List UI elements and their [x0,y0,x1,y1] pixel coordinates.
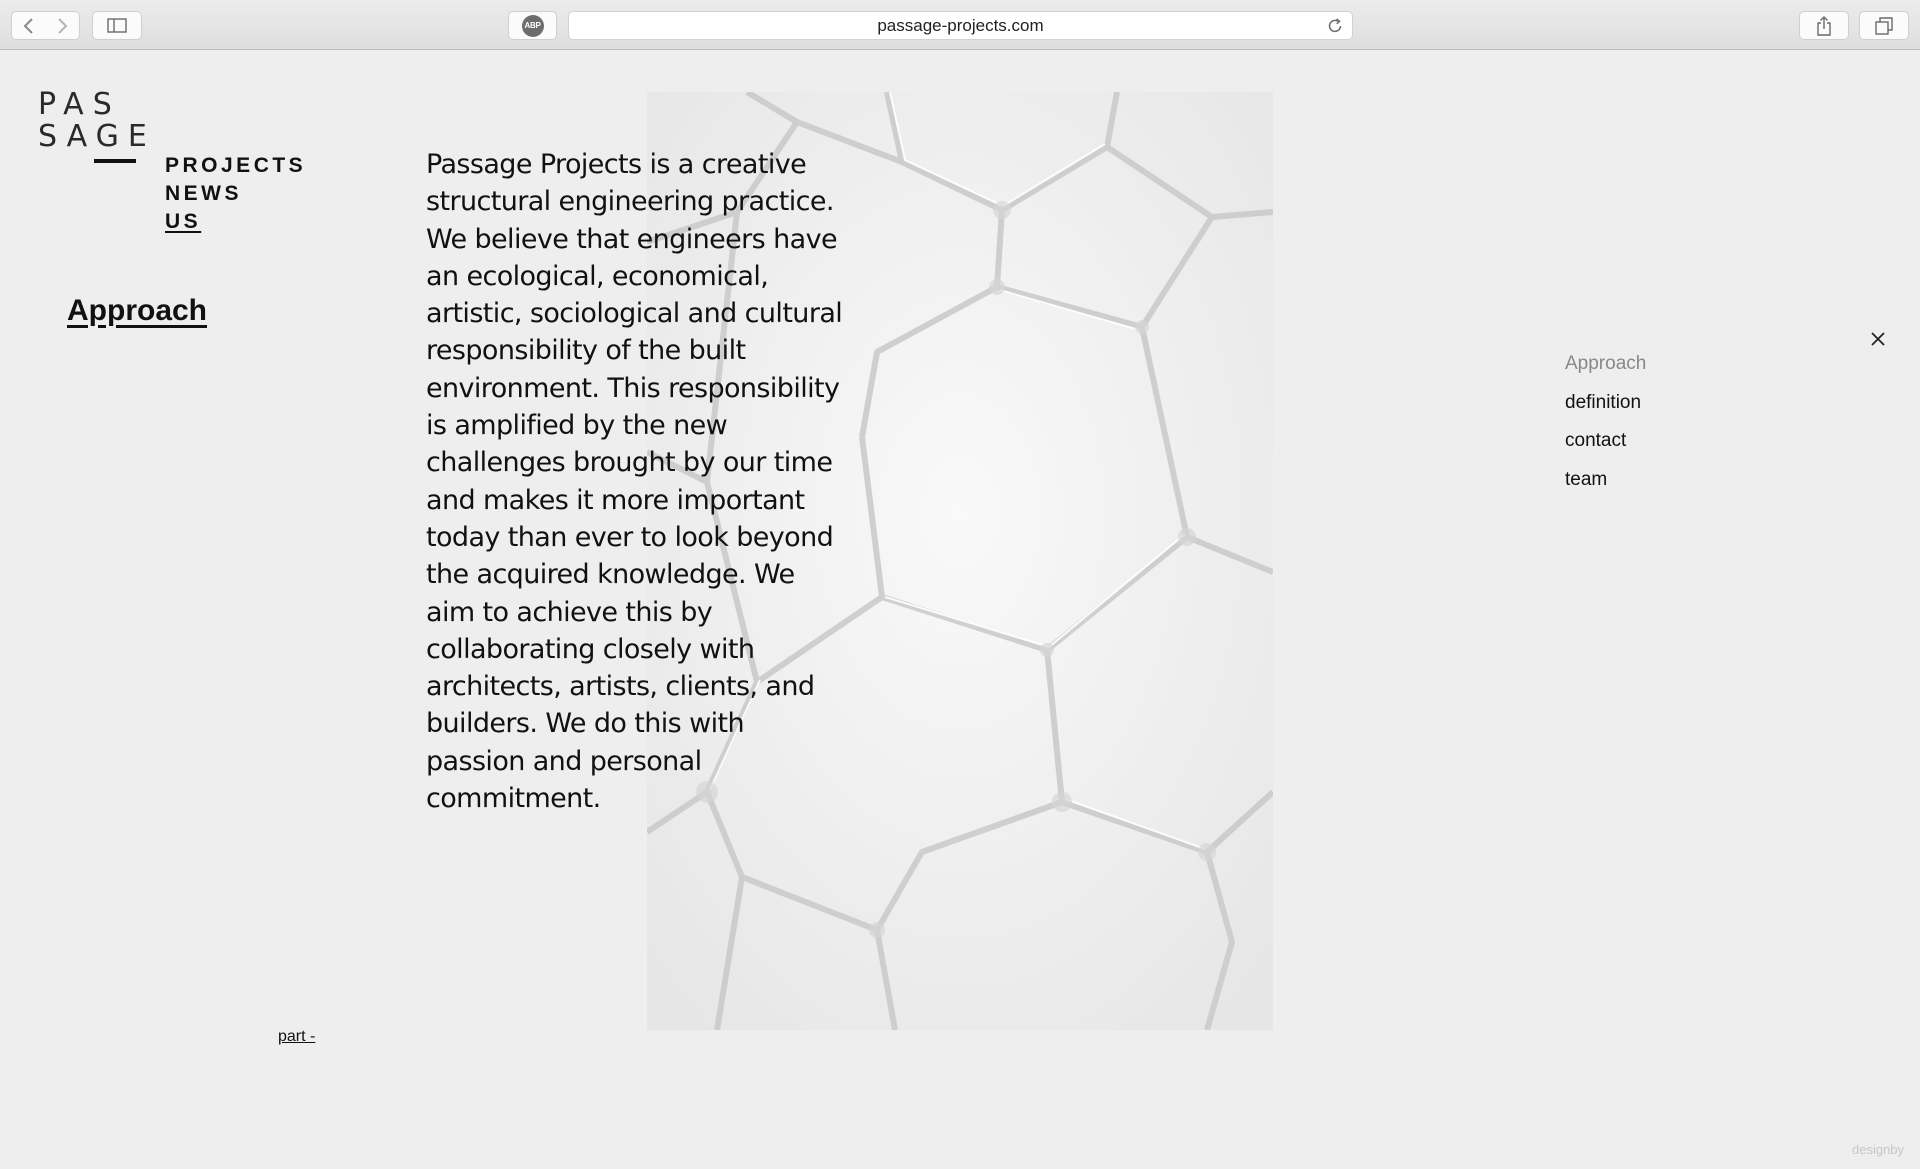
site-logo[interactable] [38,87,156,154]
close-icon[interactable] [1869,330,1887,348]
section-subnav [1565,345,1646,500]
adblock-button[interactable] [508,11,557,40]
logo-line-2: SAGE [38,119,156,154]
address-bar-url: passage-projects.com [877,15,1044,35]
share-button[interactable] [1799,11,1849,40]
subnav-item-approach[interactable]: Approach [1565,353,1647,374]
section-title[interactable]: Approach [67,294,208,327]
back-button[interactable] [11,11,46,40]
sidebar-icon [107,18,127,33]
logo-divider [94,159,136,163]
adblock-icon: ABP [522,15,544,37]
reload-icon[interactable] [1326,17,1344,35]
intro-paragraph: Passage Projects is a creative structural engineering practice. We believe that engineers have an ecological, economical, artistic, sociological and cultural responsibility of the built environment. This responsibility is amplified by the new challenges brought by our time and makes it more important today than ever to look beyond the acquired knowledge. We aim to achieve this by collaborating closely with architects, artists, clients, and builders. We do this with passion and personal commitment. [426,149,843,815]
nav-item-projects[interactable]: PROJECTS [165,154,307,177]
browser-toolbar [0,0,1920,50]
logo-line-1: PAS [38,87,121,122]
nav-item-news[interactable]: NEWS [165,182,242,205]
subnav-item-definition[interactable]: definition [1565,391,1642,413]
share-icon [1816,16,1832,36]
subnav-item-team[interactable]: team [1565,469,1608,491]
chevron-left-icon [22,17,36,35]
nav-item-us[interactable]: US [165,210,202,233]
part-link[interactable]: part - [278,1028,316,1045]
tabs-icon [1875,17,1893,35]
forward-button[interactable] [45,11,80,40]
footer-credit[interactable]: designby [1852,1142,1905,1157]
main-nav [165,152,306,236]
sidebar-toggle-button[interactable] [92,11,142,40]
subnav-item-contact[interactable]: contact [1565,430,1627,452]
page-content [0,51,1920,1169]
chevron-right-icon [55,17,69,35]
tabs-overview-button[interactable] [1859,11,1909,40]
address-bar[interactable] [568,11,1353,40]
